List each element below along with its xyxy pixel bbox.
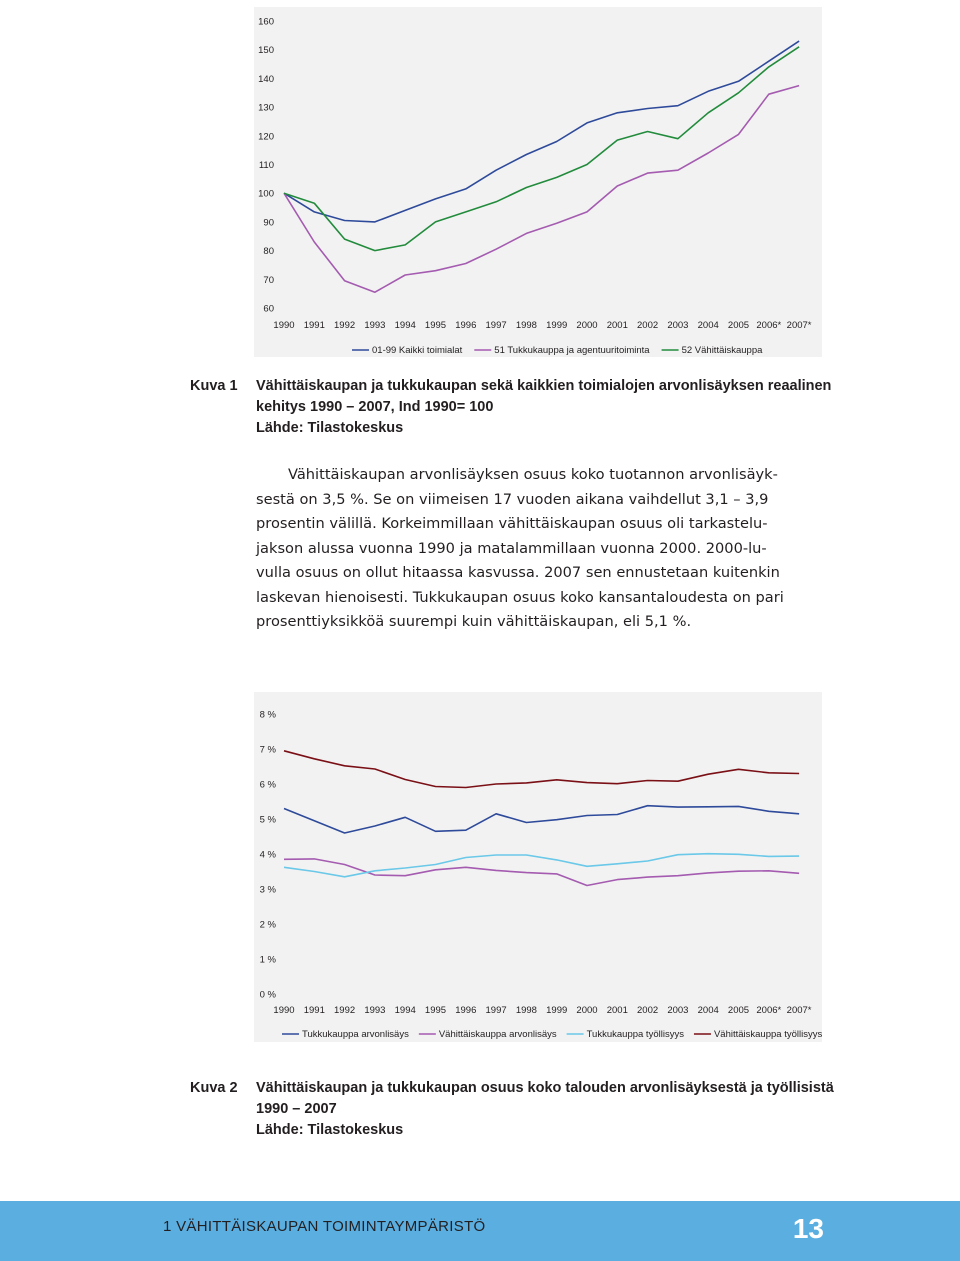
y-tick-label: 70: [263, 274, 274, 286]
x-tick-label: 1992: [334, 320, 356, 331]
x-tick-label: 1997: [485, 320, 507, 331]
x-tick-label: 1999: [546, 320, 568, 331]
legend-label: 01-99 Kaikki toimialat: [372, 345, 463, 356]
y-tick-label: 160: [258, 16, 274, 28]
series-line-1: [284, 41, 799, 222]
footer-section-title: 1 VÄHITTÄISKAUPAN TOIMINTAYMPÄRISTÖ: [163, 1218, 486, 1235]
series-line-2: [284, 859, 799, 886]
legend-label: Vähittäiskauppa työllisyys: [713, 1029, 822, 1040]
page-number: 13: [792, 1213, 824, 1244]
x-tick-label: 1994: [394, 320, 416, 331]
x-tick-label: 2005: [727, 1005, 750, 1016]
y-tick-label: 120: [258, 131, 274, 143]
x-tick-label: 2003: [667, 320, 689, 331]
x-tick-label: 1992: [334, 1005, 356, 1016]
y-tick-label: 3 %: [259, 884, 276, 896]
figure-1-label: Kuva 1: [190, 378, 238, 394]
y-tick-label: 1 %: [259, 954, 276, 966]
x-tick-label: 1995: [424, 320, 447, 331]
y-tick-label: 2 %: [259, 919, 276, 931]
series-line-4: [284, 751, 799, 788]
x-tick-label: 2001: [606, 320, 628, 331]
y-tick-label: 6 %: [259, 779, 276, 791]
x-tick-label: 1991: [303, 1005, 325, 1016]
x-tick-label: 2003: [667, 1005, 689, 1016]
chart-1: [254, 7, 822, 357]
y-tick-label: 7 %: [259, 744, 276, 756]
x-tick-label: 2004: [697, 320, 719, 331]
paragraph-line: Vähittäiskaupan arvonlisäyksen osuus koko tuotannon arvonlisäyk-: [288, 466, 778, 483]
page-footer: [0, 1201, 960, 1261]
paragraph-line: prosenttiyksikköä suurempi kuin vähittäiskaupan, eli 5,1 %.: [256, 613, 692, 630]
x-tick-label: 2006*: [756, 1005, 782, 1016]
figure-1-source: Lähde: Tilastokeskus: [256, 420, 404, 436]
paragraph-line: jakson alussa vuonna 1990 ja matalammillaan vuonna 2000. 2000-lu-: [256, 539, 767, 557]
y-tick-label: 5 %: [259, 814, 276, 826]
body-paragraph: [256, 463, 826, 635]
chart-2-plot: [254, 692, 822, 1042]
series-line-1: [284, 806, 799, 833]
x-tick-label: 2004: [697, 1005, 719, 1016]
x-tick-label: 1999: [546, 1005, 568, 1016]
y-tick-label: 110: [258, 160, 274, 171]
legend-label: 52 Vähittäiskauppa: [681, 345, 763, 356]
x-tick-label: 1993: [364, 1005, 386, 1016]
x-tick-label: 1997: [485, 1005, 507, 1016]
x-tick-label: 2000: [576, 320, 598, 331]
y-tick-label: 80: [263, 246, 274, 258]
x-tick-label: 2007*: [786, 1005, 812, 1016]
x-tick-label: 1998: [515, 1005, 537, 1016]
y-tick-label: 130: [258, 102, 274, 114]
paragraph-line: laskevan hienoisesti. Tukkukaupan osuus koko kansantaloudesta on pari: [256, 588, 784, 606]
figure-2-caption-line: 1990 – 2007: [256, 1101, 337, 1117]
x-tick-label: 2006*: [756, 320, 782, 331]
x-tick-label: 2002: [637, 320, 659, 331]
x-tick-label: 1990: [273, 1005, 295, 1016]
figure-1-caption-line: kehitys 1990 – 2007, Ind 1990= 100: [256, 399, 494, 415]
y-tick-label: 0 %: [259, 989, 276, 1001]
y-tick-label: 100: [258, 188, 274, 200]
legend-label: 51 Tukkukauppa ja agentuuritoiminta: [494, 345, 650, 356]
figure-2-source: Lähde: Tilastokeskus: [256, 1122, 404, 1138]
x-tick-label: 2002: [637, 1005, 659, 1016]
x-tick-label: 1994: [394, 1005, 416, 1016]
x-tick-label: 2000: [576, 1005, 598, 1016]
x-tick-label: 2007*: [786, 320, 812, 331]
x-tick-label: 2005: [727, 320, 750, 331]
series-line-2: [284, 86, 799, 293]
y-tick-label: 150: [258, 45, 274, 57]
x-tick-label: 1996: [455, 320, 477, 331]
legend-label: Vähittäiskauppa arvonlisäys: [438, 1029, 557, 1040]
x-tick-label: 2001: [606, 1005, 628, 1016]
x-tick-label: 1998: [515, 320, 537, 331]
chart-1-plot: [254, 7, 822, 357]
x-tick-label: 1995: [424, 1005, 447, 1016]
chart-2: [254, 692, 822, 1042]
x-tick-label: 1990: [273, 320, 295, 331]
figure-2-label: Kuva 2: [190, 1080, 238, 1096]
x-tick-label: 1993: [364, 320, 386, 331]
y-tick-label: 90: [263, 217, 274, 229]
y-tick-label: 8 %: [259, 709, 276, 721]
paragraph-line: sestä on 3,5 %. Se on viimeisen 17 vuoden aikana vaihdellut 3,1 – 3,9: [256, 490, 769, 508]
y-tick-label: 60: [263, 303, 274, 315]
y-tick-label: 140: [258, 73, 274, 85]
paragraph-line: vulla osuus on ollut hitaassa kasvussa. 2007 sen ennustetaan kuitenkin: [256, 564, 780, 581]
x-tick-label: 1991: [303, 320, 325, 331]
y-tick-label: 4 %: [259, 849, 276, 861]
x-tick-label: 1996: [455, 1005, 477, 1016]
legend-label: Tukkukauppa työllisyys: [586, 1029, 684, 1040]
paragraph-line: prosentin välillä. Korkeimmillaan vähittäiskaupan osuus oli tarkastelu-: [256, 515, 768, 532]
legend-label: Tukkukauppa arvonlisäys: [302, 1029, 409, 1040]
figure-1-caption-line: Vähittäiskaupan ja tukkukaupan sekä kaikkien toimialojen arvonlisäyksen reaalinen: [256, 378, 832, 394]
figure-2-caption-line: Vähittäiskaupan ja tukkukaupan osuus koko talouden arvonlisäyksestä ja työllisistä: [256, 1080, 834, 1096]
